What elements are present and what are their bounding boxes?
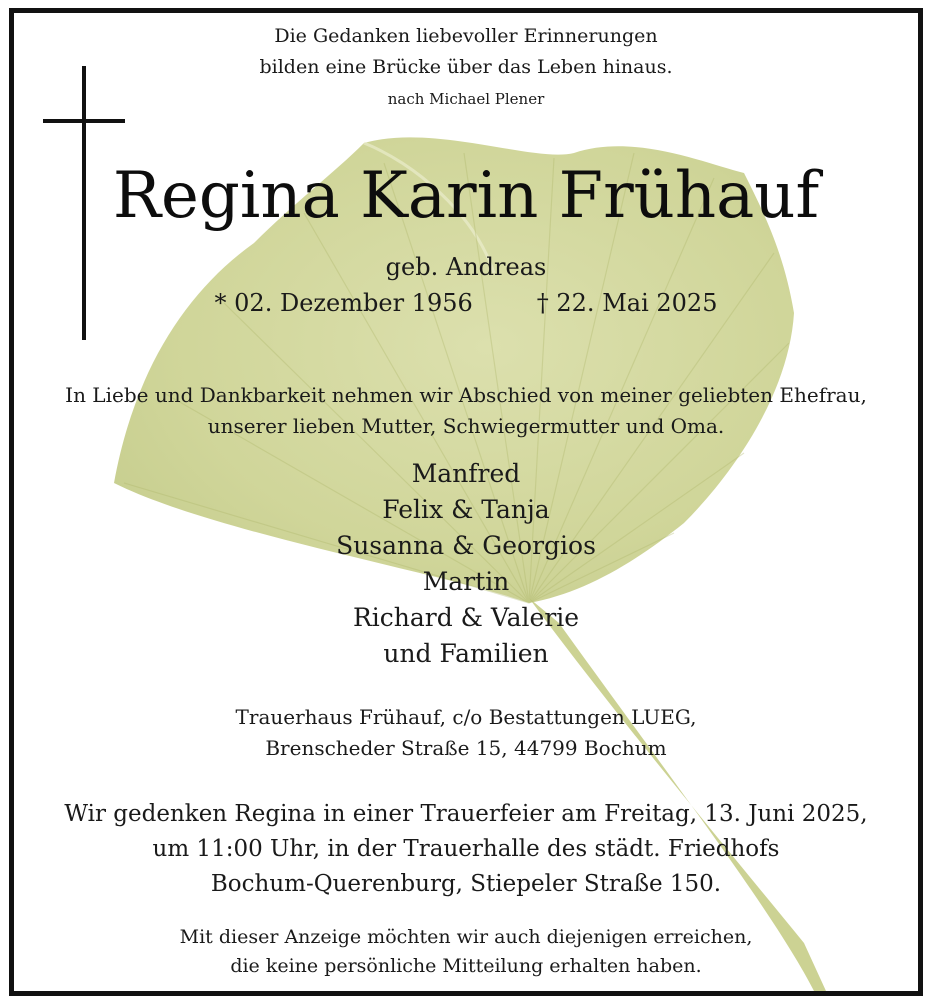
mourner: Felix & Tanja [382, 495, 550, 524]
cross-icon-bar [43, 119, 125, 123]
quote-line-2: bilden eine Brücke über das Leben hinaus. [259, 56, 673, 78]
deceased-name: Regina Karin Frühauf [112, 159, 820, 233]
address-line-2: Brenscheder Straße 15, 44799 Bochum [265, 736, 667, 760]
mourner: Susanna & Georgios [336, 531, 596, 560]
farewell-line-2: unserer lieben Mutter, Schwiegermutter und Oma. [207, 414, 725, 438]
service-line-3: Bochum-Querenburg, Stiepeler Straße 150. [210, 871, 722, 897]
farewell-line-1: In Liebe und Dankbarkeit nehmen wir Abschied von meiner geliebten Ehefrau, [65, 383, 867, 407]
birth-name: geb. Andreas [385, 253, 547, 281]
life-dates [14, 289, 918, 317]
service-line-1: Wir gedenken Regina in einer Trauerfeier am Freitag, 13. Juni 2025, [64, 801, 868, 827]
quote-author: nach Michael Plener [387, 90, 545, 108]
birth-date: * 02. Dezember 1956 [214, 289, 473, 317]
mourner: Richard & Valerie [352, 603, 580, 632]
service-line-2: um 11:00 Uhr, in der Trauerhalle des städt. Friedhofs [152, 836, 780, 862]
mourner: Martin [422, 567, 510, 596]
mourner: und Familien [383, 639, 549, 668]
note-line-2: die keine persönliche Mitteilung erhalten haben. [230, 955, 702, 977]
note-line-1: Mit dieser Anzeige möchten wir auch diejenigen erreichen, [179, 926, 753, 948]
address-line-1: Trauerhaus Frühauf, c/o Bestattungen LUEG, [235, 705, 697, 729]
mourner: Manfred [411, 459, 521, 488]
obituary-card [9, 8, 923, 996]
death-date: † 22. Mai 2025 [536, 289, 718, 317]
quote-line-1: Die Gedanken liebevoller Erinnerungen [274, 25, 658, 47]
